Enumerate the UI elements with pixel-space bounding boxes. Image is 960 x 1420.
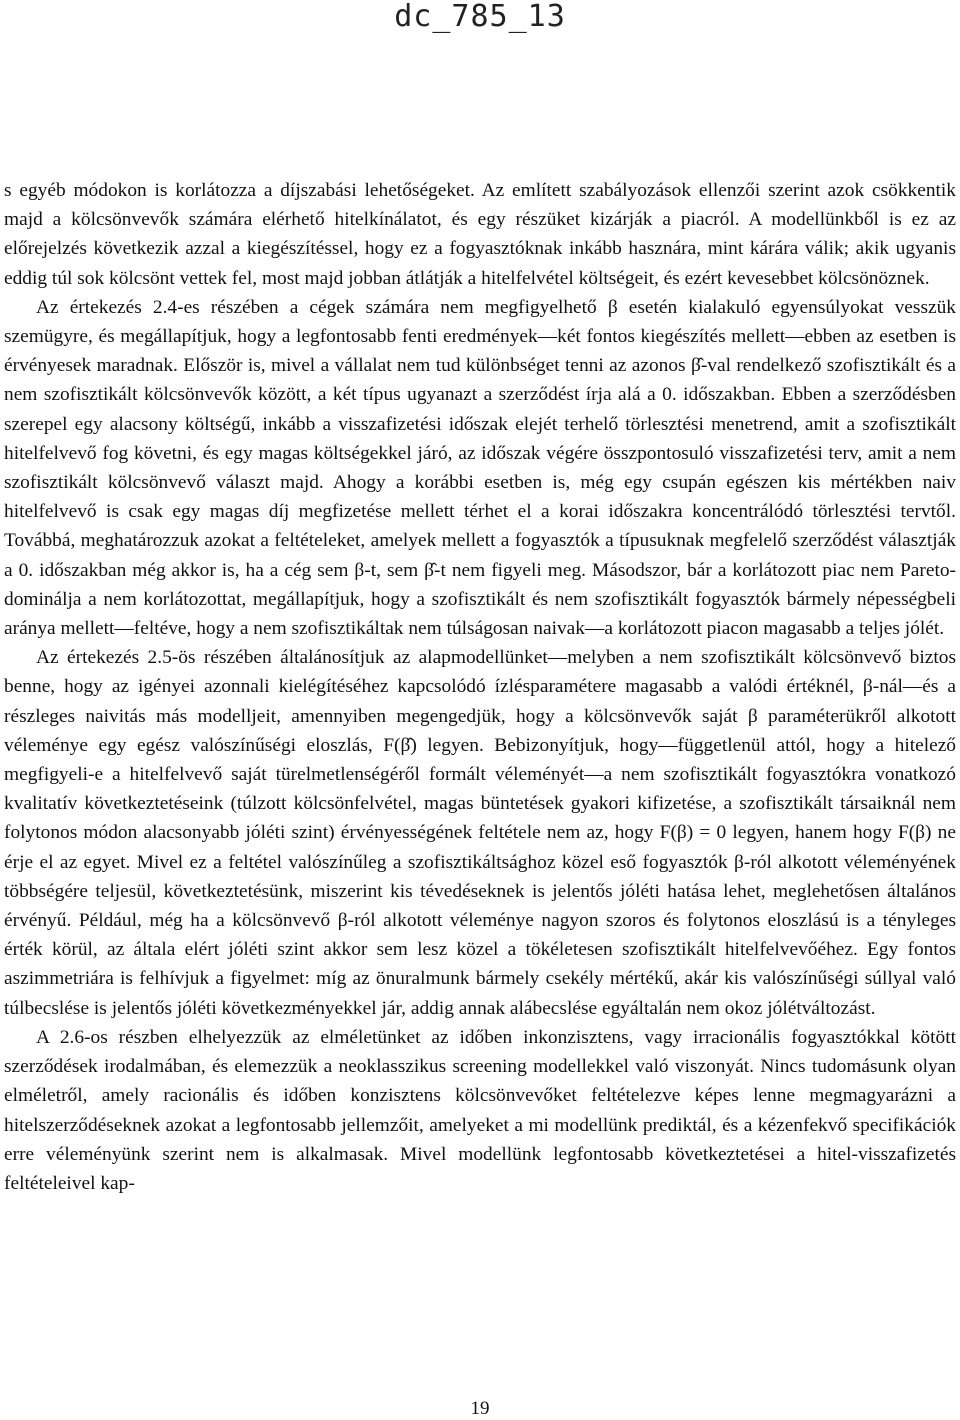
page-number: 19 — [470, 1398, 490, 1419]
paragraph: Az értekezés 2.5-ös részében általánosítjuk az alapmodellünket—melyben a nem szofisztikált kölcsönvevő biztos benne, hogy az igényei azonnali kielégítéséhez kapcsolódó ízlésparamétere magasabb a valódi értéknél, β-nál—és a részleges naivitás más modelljeit, amennyiben megengedjük, hogy a kölcsönvevők saját β paraméterükről alkotott véleménye egy egész valószínűségi eloszlás, F(β̂) legyen. Bebizonyítjuk, hogy—függetlenül attól, hogy a hitelező megfigyeli-e a hitelfelvevő saját türelmetlenségéről formált véleményét—a nem szofisztikált fogyasztókra vonatkozó kvalitatív következtetéseink (túlzott kölcsönfelvétel, magas büntetések gyakori kifizetése, a szofisztikált társaiknál nem folytonos módon alacsonyabb jóléti szint) érvényességének feltétele nem az, hogy F(β) = 0 legyen, hanem hogy F(β) ne érje el az egyet. Mivel ez a feltétel valószínűleg a szofisztikáltsághoz közel eső fogyasztók β-ról alkotott véleményének többségére teljesül, következtetésünk, miszerint kis tévedéseknek is jelentős jóléti hatása lehet, meglehetősen általános érvényű. Például, még ha a kölcsönvevő β-ról alkotott véleménye nagyon szoros és folytonos eloszlású is a tényleges érték körül, az általa elért jóléti szint akkor sem lesz közel a tökéletesen szofisztikált hitelfelvevőéhez. Egy fontos aszimmetriára is felhívjuk a figyelmet: míg az önuralmunk bármely csekély mértékű, akár kis valószínűségi súllyal való túlbecslése is jelentős jóléti következményekkel jár, addig annak alábecslése egyáltalán nem okoz jólétváltozást. — [4, 647, 956, 1019]
paragraph: s egyéb módokon is korlátozza a díjszabási lehetőségeket. Az említett szabályozások ellenzői szerint azok csökkentik majd a kölcsönvevők számára elérhető hitelkínálatot, és egy részüket kizárják a piacról. A modellünkből is ez az előrejelzés következik azzal a kiegészítéssel, hogy ez a fogyasztóknak inkább hasznára, mint kárára válik; akik ugyanis eddig túl sok kölcsönt vettek fel, most majd jobban átlátják a hitelfelvétel költségeit, és ezért kevesebbet kölcsönöznek. — [4, 180, 956, 289]
paragraph: Az értekezés 2.4-es részében a cégek számára nem megfigyelhető β esetén kialakuló egyensúlyokat vesszük szemügyre, és megállapítjuk, hogy a legfontosabb fenti eredmények—két fontos kiegészítés mellett—ebben az esetben is érvényesek maradnak. Először is, mivel a vállalat nem tud különbséget tenni az azonos β̂-val rendelkező szofisztikált és a nem szofisztikált kölcsönvevők között, a két típus ugyanazt a szerződést írja alá a 0. időszakban. Ebben a szerződésben szerepel egy alacsony költségű, inkább a visszafizetési időszak elejét terhelő törlesztési menetrend, amit a szofisztikált hitelfelvevő fog követni, és egy magas költségekkel járó, az időszak végére összpontosuló visszafizetési terv, amit a nem szofisztikált kölcsönvevő választ majd. Ahogy a korábbi esetben is, még egy csupán egészen kis mértékben naiv hitelfelvevő is csak egy magas díj megfizetése mellett térhet el a korai időszakra koncentrálódó törlesztési tervtől. Továbbá, meghatározzuk azokat a feltételeket, amelyek mellett a fogyasztók a típusuknak megfelelő szerződést választják a 0. időszakban még akkor is, ha a cég sem β-t, sem β̂-t nem figyeli meg. Másodszor, bár a korlátozott piac nem Pareto-dominálja a nem korlátozottat, megállapítjuk, hogy a szofisztikált és nem szofisztikált fogyasztók bármely népességbeli aránya mellett—feltéve, hogy a nem szofisztikáltak nem túlságosan naivak—a korlátozott piacon magasabb a teljes jólét. — [4, 296, 956, 640]
document-body — [4, 176, 956, 1198]
document-id-header: dc_785_13 — [394, 0, 566, 34]
paragraph: A 2.6-os részben elhelyezzük az elméletünket az időben inkonzisztens, vagy irracionális fogyasztókkal kötött szerződések irodalmában, és elemezzük a neoklasszikus screening modellekkel való viszonyát. Nincs tudomásunk olyan elméletről, amely racionális és időben konzisztens kölcsönvevőket feltételezve képes lenne megmagyarázni a hitelszerződéseknek azokat a legfontosabb jellemzőit, amelyeket a mi modellünk prediktál, és a kézenfekvő specifikációk erre véleményünk szerint nem is alkalmasak. Mivel modellünk legfontosabb következtetései a hitel-visszafizetés feltételeivel kap- — [4, 1026, 956, 1194]
